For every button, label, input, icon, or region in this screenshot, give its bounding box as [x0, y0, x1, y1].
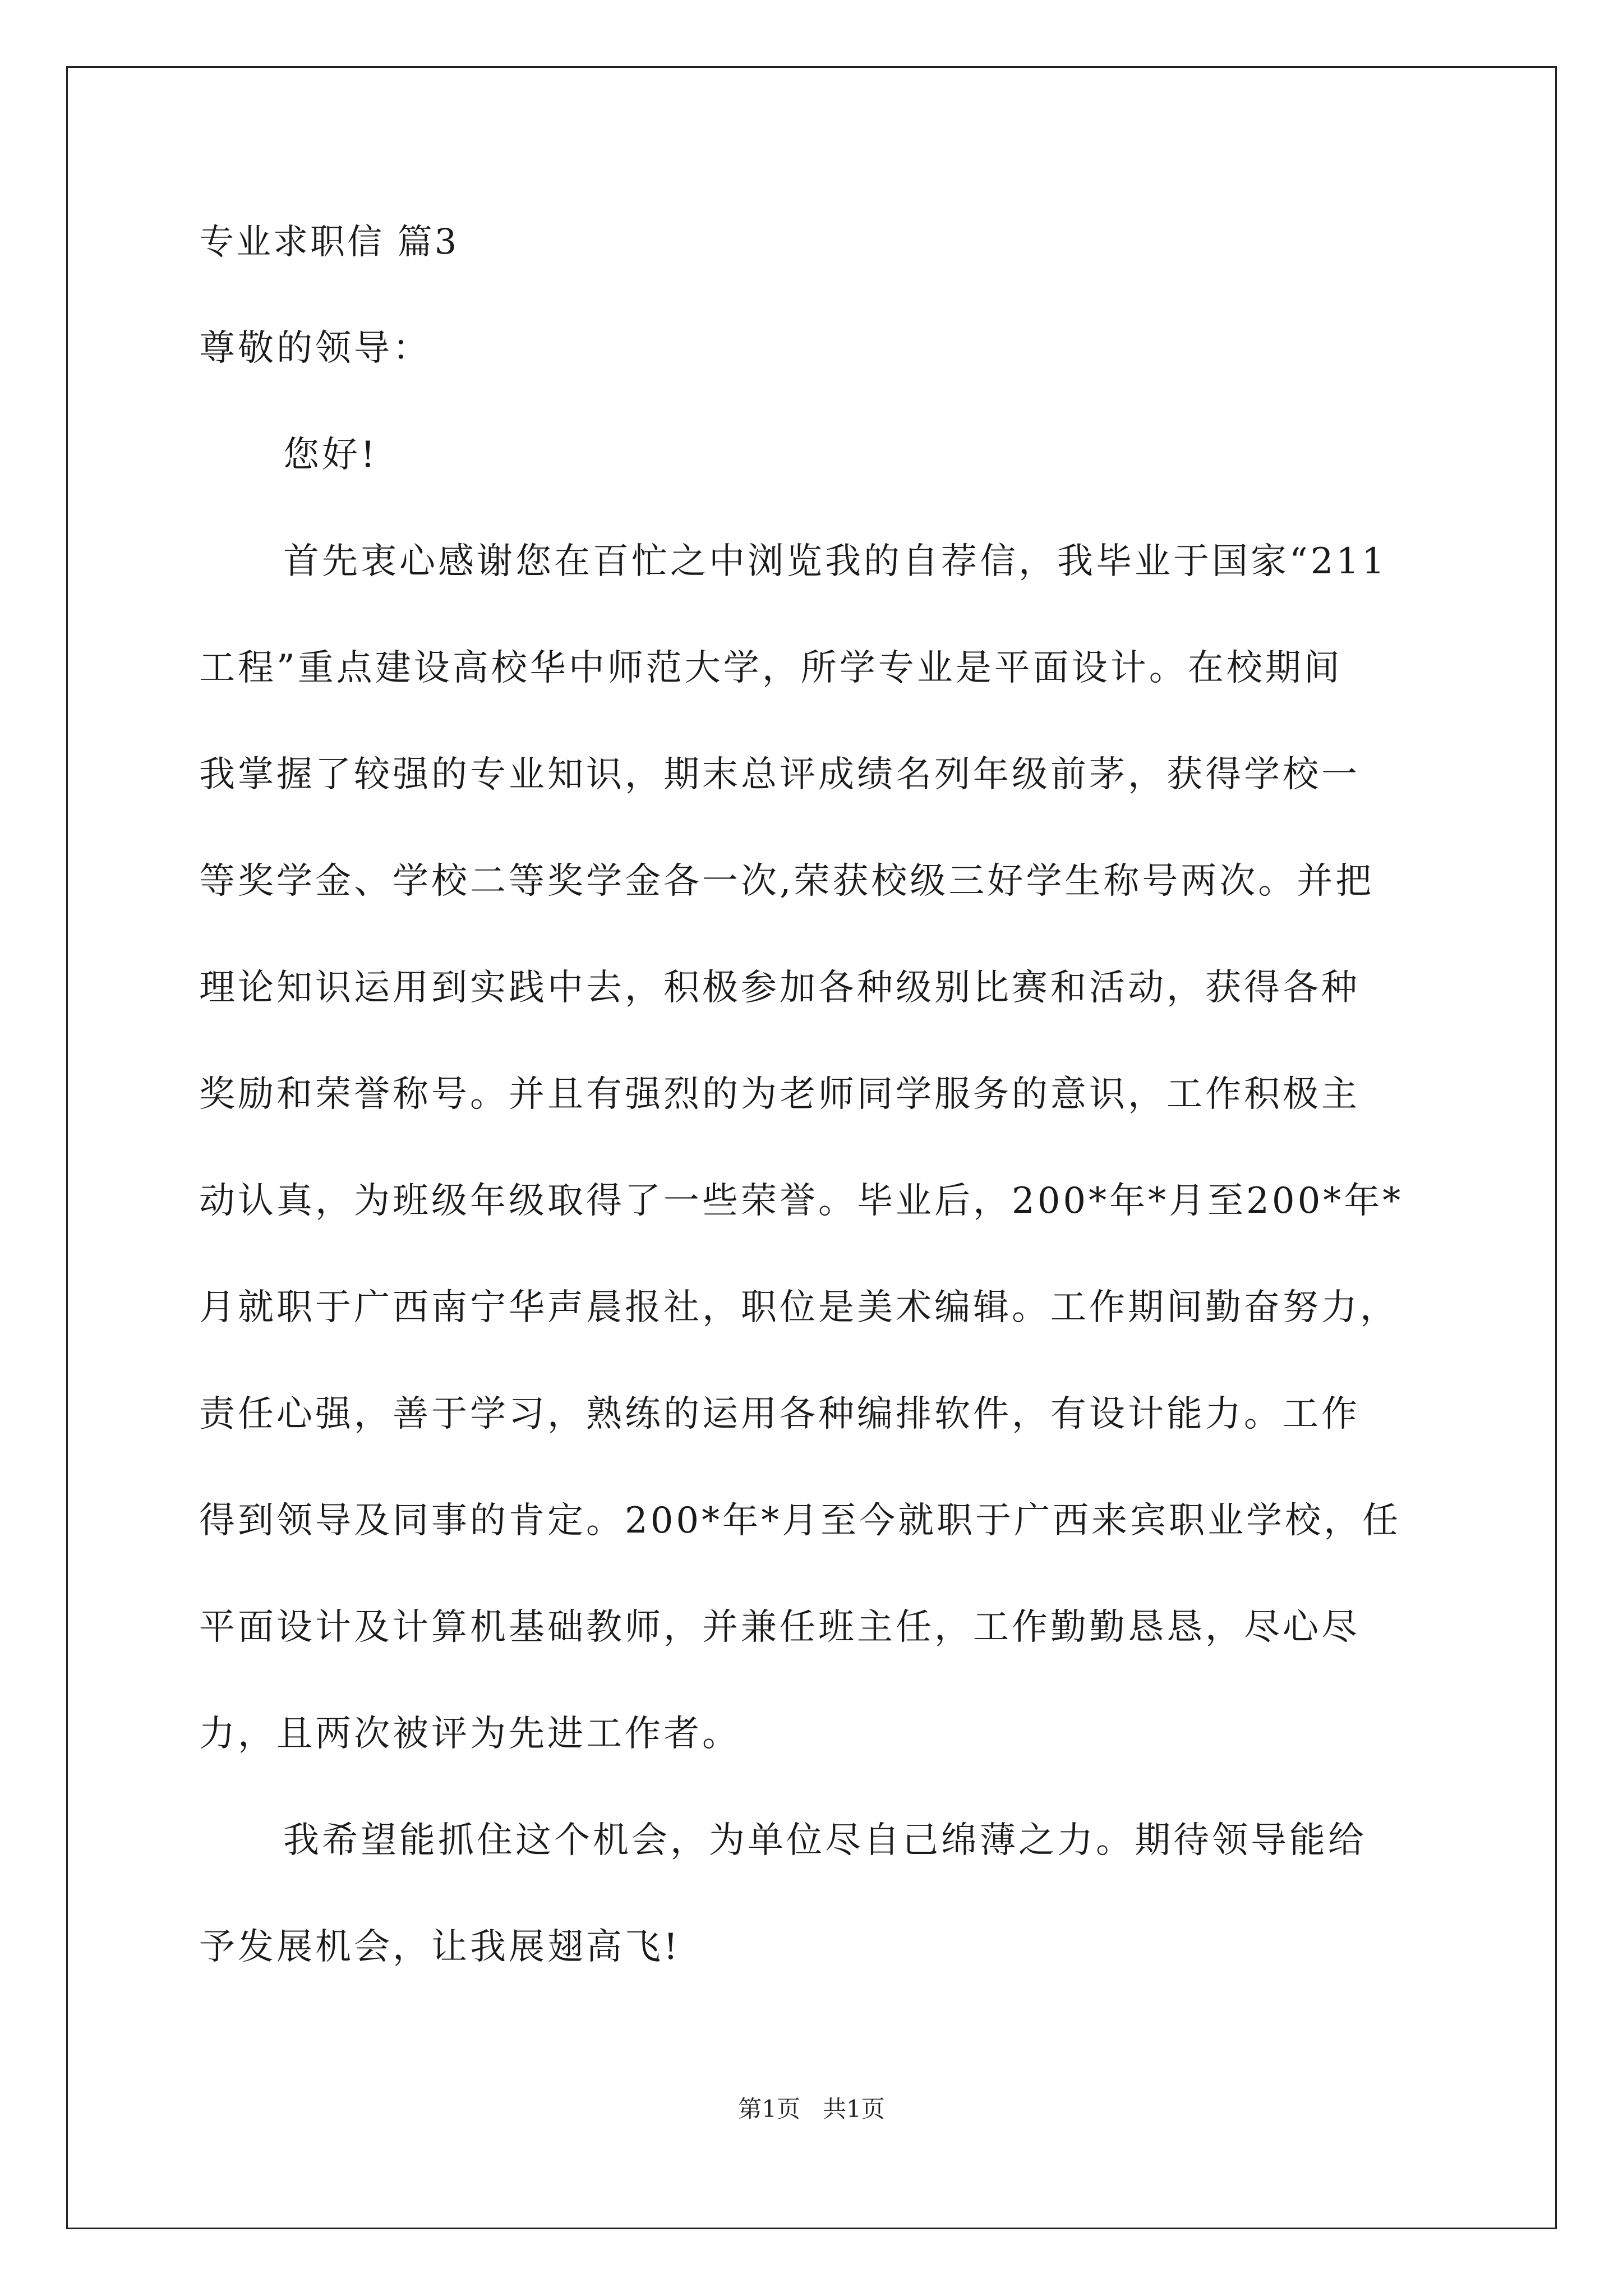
paragraph-line: 责任心强，善于学习，熟练的运用各种编排软件，有设计能力。工作 [199, 1393, 1360, 1435]
paragraph-line: 动认真，为班级年级取得了一些荣誉。毕业后，200*年*月至200*年* [199, 1180, 1404, 1222]
greeting: 您好! [283, 434, 378, 476]
paragraph-line: 力，且两次被评为先进工作者。 [199, 1713, 741, 1755]
paragraph-2 [199, 1820, 1433, 2033]
paragraph-line: 首先衷心感谢您在百忙之中浏览我的自荐信，我毕业于国家“211 [283, 541, 1387, 582]
paragraph-line: 平面设计及计算机基础教师，并兼任班主任，工作勤勤恳恳，尽心尽 [199, 1607, 1360, 1648]
paragraph-line: 工程”重点建设高校华中师范大学，所学专业是平面设计。在校期间 [199, 647, 1343, 689]
salutation: 尊敬的领导： [199, 328, 431, 369]
page-number-footer: 第1页 共1页 [738, 2095, 885, 2123]
paragraph-line: 得到领导及同事的肯定。200*年*月至今就职于广西来宾职业学校，任 [199, 1500, 1401, 1542]
paragraph-line: 我掌握了较强的专业知识，期末总评成绩名列年级前茅，获得学校一 [199, 754, 1360, 795]
paragraph-line: 月就职于广西南宁华声晨报社，职位是美术编辑。工作期间勤奋努力， [199, 1287, 1399, 1328]
paragraph-line: 予发展机会，让我展翅高飞! [199, 1926, 681, 1968]
paragraph-1 [199, 541, 1433, 1820]
paragraph-line: 奖励和荣誉称号。并且有强烈的为老师同学服务的意识，工作积极主 [199, 1074, 1360, 1115]
paragraph-line: 我希望能抓住这个机会，为单位尽自己绵薄之力。期待领导能给 [283, 1820, 1367, 1861]
document-title: 专业求职信 篇3 [199, 221, 459, 262]
paragraph-line: 等奖学金、学校二等奖学金各一次,荣获校级三好学生称号两次。并把 [199, 861, 1375, 902]
paragraph-line: 理论知识运用到实践中去，积极参加各种级别比赛和活动，获得各种 [199, 967, 1360, 1009]
letter-body [199, 222, 1433, 2033]
